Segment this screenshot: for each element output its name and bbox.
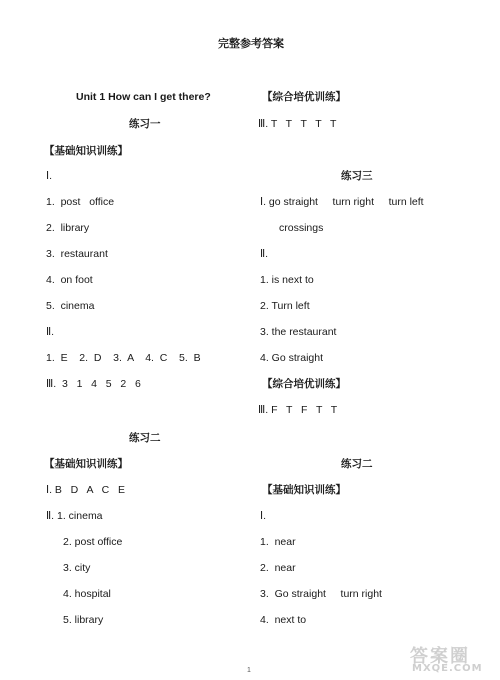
answer-line: 3. the restaurant bbox=[260, 326, 337, 338]
answer-line: 4. on foot bbox=[46, 274, 93, 286]
answer-line: 4. next to bbox=[260, 614, 307, 626]
section-heading: 【综合培优训练】 bbox=[262, 91, 346, 103]
answer-line: Ⅰ. B D A C E bbox=[46, 484, 125, 496]
answer-line: Ⅲ. 3 1 4 5 2 6 bbox=[46, 378, 141, 390]
answer-line: 4. hospital bbox=[63, 588, 111, 600]
answer-line: 1. near bbox=[260, 536, 296, 548]
answer-line: 2. near bbox=[260, 562, 296, 574]
answer-line: 1. is next to bbox=[260, 274, 314, 286]
page-number: 1 bbox=[247, 667, 251, 674]
section-number: Ⅱ. bbox=[46, 326, 55, 338]
answer-line: Ⅲ. F T F T T bbox=[258, 404, 338, 416]
watermark-logo bbox=[406, 642, 496, 678]
watermark-text: 答案圈 bbox=[410, 646, 470, 667]
answer-line: 4. Go straight bbox=[260, 352, 324, 364]
answer-line: 3. restaurant bbox=[46, 248, 108, 260]
answer-line: Ⅱ. 1. cinema bbox=[46, 510, 103, 522]
section-heading: 【基础知识训练】 bbox=[44, 458, 128, 470]
answer-line: 5. library bbox=[63, 614, 104, 626]
page-title: 完整参考答案 bbox=[218, 38, 284, 50]
answer-line: Ⅲ. T T T T T bbox=[258, 118, 337, 130]
answer-line: 3. Go straight turn right bbox=[260, 588, 382, 600]
answer-line: crossings bbox=[279, 222, 324, 234]
section-number: Ⅰ. bbox=[260, 510, 267, 522]
section-number: Ⅰ. bbox=[46, 170, 53, 182]
section-heading: 【综合培优训练】 bbox=[262, 378, 346, 390]
exercise-heading: 练习三 bbox=[341, 170, 373, 182]
answer-line: 3. city bbox=[63, 562, 91, 574]
section-number: Ⅱ. bbox=[260, 248, 269, 260]
section-heading: 【基础知识训练】 bbox=[262, 484, 346, 496]
unit-title: Unit 1 How can I get there? bbox=[76, 91, 211, 103]
answer-line: 2. post office bbox=[63, 536, 123, 548]
exercise-heading: 练习一 bbox=[129, 118, 161, 130]
section-heading: 【基础知识训练】 bbox=[44, 145, 128, 157]
exercise-heading: 练习二 bbox=[341, 458, 373, 470]
answer-line: 1. E 2. D 3. A 4. C 5. B bbox=[46, 352, 201, 364]
answer-line: Ⅰ. go straight turn right turn left bbox=[260, 196, 424, 208]
answer-line: 1. post office bbox=[46, 196, 115, 208]
exercise-heading: 练习二 bbox=[129, 432, 161, 444]
answer-line: 5. cinema bbox=[46, 300, 95, 312]
answer-line: 2. library bbox=[46, 222, 90, 234]
watermark-url: MXQE.COM bbox=[412, 663, 483, 674]
answer-line: 2. Turn left bbox=[260, 300, 310, 312]
